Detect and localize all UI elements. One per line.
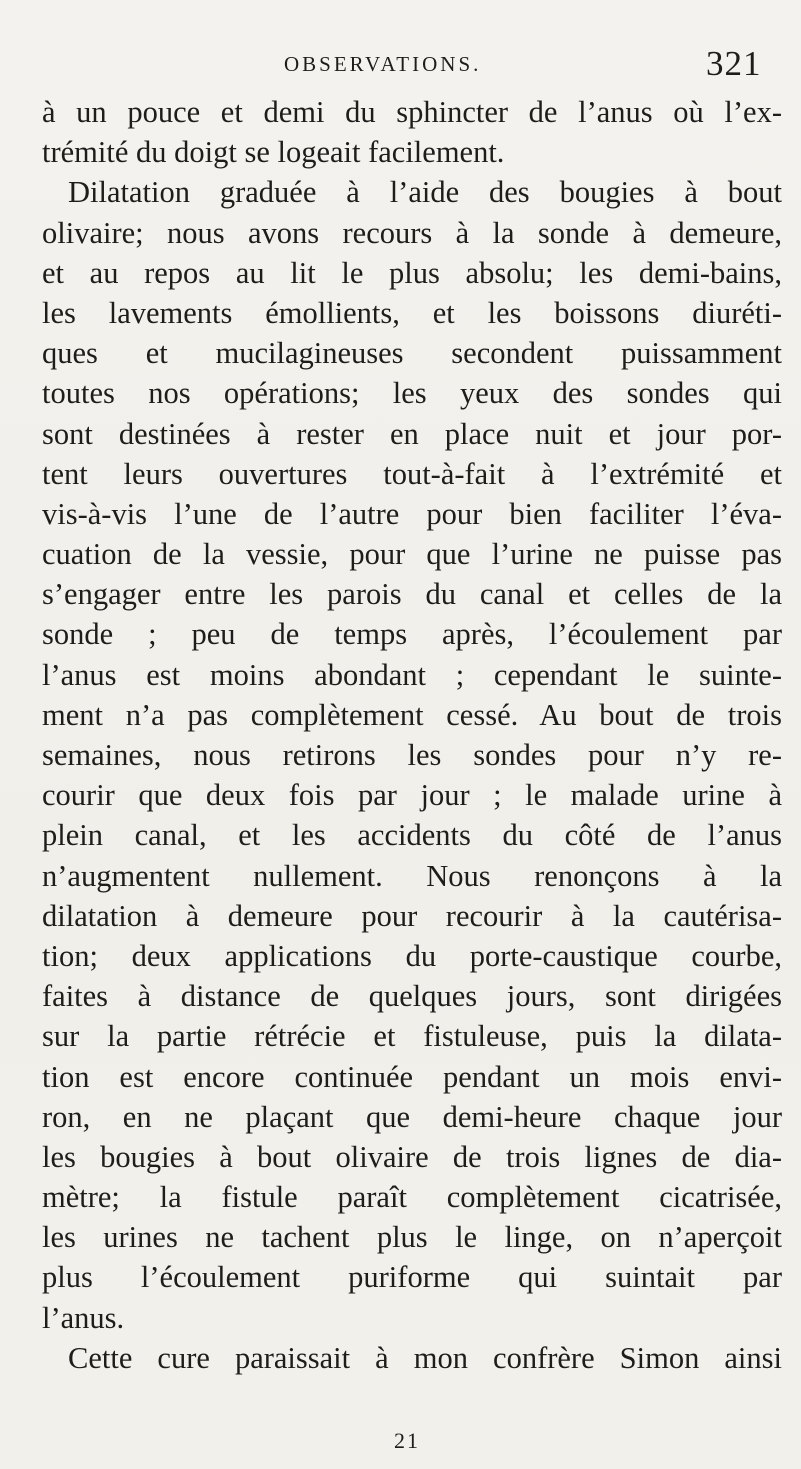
text-line: tion; deux applications du porte-caustique courbe, — [42, 938, 782, 973]
page-number: 321 — [706, 44, 762, 83]
text-line: Cette cure paraissait à mon confrère Simon ainsi — [68, 1340, 782, 1375]
text-line: courir que deux fois par jour ; le malade urine à — [42, 778, 782, 813]
text-line: et au repos au lit le plus absolu; les demi-bains, — [42, 255, 782, 290]
signature-mark: 21 — [394, 1428, 420, 1453]
text-line: dilatation à demeure pour recourir à la cautérisa- — [42, 898, 782, 933]
text-line: les lavements émollients, et les boissons diuréti- — [42, 295, 782, 330]
body-text — [42, 92, 782, 1378]
text-line: les bougies à bout olivaire de trois lignes de dia- — [42, 1139, 782, 1174]
text-line: olivaire; nous avons recours à la sonde à demeure, — [42, 215, 782, 250]
text-line: plein canal, et les accidents du côté de l’anus — [42, 818, 782, 853]
text-line: ques et mucilagineuses secondent puissamment — [42, 336, 782, 371]
text-line: l’anus. — [42, 1300, 125, 1335]
text-line: sonde ; peu de temps après, l’écoulement par — [42, 617, 782, 652]
text-line: tent leurs ouvertures tout-à-fait à l’extrémité et — [42, 456, 782, 491]
text-line: n’augmentent nullement. Nous renonçons à la — [42, 858, 782, 893]
text-line: mètre; la fistule paraît complètement cicatrisée, — [42, 1180, 782, 1215]
text-line: ment n’a pas complètement cessé. Au bout de trois — [42, 697, 782, 732]
text-line: sur la partie rétrécie et fistuleuse, puis la dilata- — [42, 1019, 782, 1054]
text-line: ron, en ne plaçant que demi-heure chaque jour — [42, 1099, 782, 1134]
text-line: toutes nos opérations; les yeux des sondes qui — [42, 376, 782, 411]
text-line: tion est encore continuée pendant un mois envi- — [42, 1059, 782, 1094]
text-line: trémité du doigt se logeait facilement. — [42, 135, 505, 170]
text-line: s’engager entre les parois du canal et celles de la — [42, 577, 782, 612]
text-line: les urines ne tachent plus le linge, on n’aperçoit — [42, 1220, 782, 1255]
text-line: vis-à-vis l’une de l’autre pour bien faciliter l’éva- — [42, 496, 782, 531]
text-line: semaines, nous retirons les sondes pour n’y re- — [42, 738, 782, 772]
text-line: faites à distance de quelques jours, sont dirigées — [42, 979, 782, 1014]
text-line: Dilatation graduée à l’aide des bougies à bout — [68, 175, 782, 210]
text-line: plus l’écoulement puriforme qui suintait par — [42, 1260, 782, 1295]
text-line: cuation de la vessie, pour que l’urine ne puisse pas — [42, 537, 782, 572]
text-line: sont destinées à rester en place nuit et jour por- — [42, 416, 782, 451]
page-header — [0, 44, 801, 94]
text-line: à un pouce et demi du sphincter de l’anus où l’ex- — [42, 95, 782, 129]
running-head: OBSERVATIONS. — [284, 52, 482, 76]
text-line: l’anus est moins abondant ; cependant le suinte- — [42, 657, 782, 692]
